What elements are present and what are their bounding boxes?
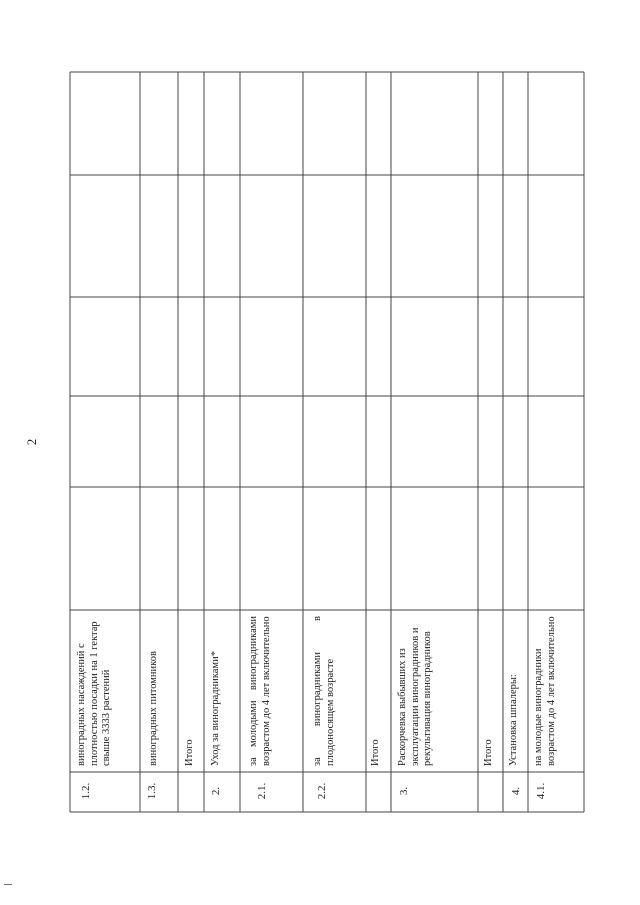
- row-description: Уход за виноградниками*: [210, 651, 221, 766]
- row-description: на молодые виноградники возрастом до 4 лет включительно: [533, 616, 557, 766]
- row-number: 4.1.: [535, 782, 547, 800]
- row-description: Итого: [483, 739, 494, 766]
- row-description: Установка шпалеры:: [508, 674, 519, 766]
- row-number: 3.: [398, 786, 410, 796]
- row-description: Итого: [184, 739, 195, 766]
- scan-mark: [4, 884, 12, 885]
- row-description: виноградных питомников: [148, 651, 159, 766]
- row-number: 2.: [210, 786, 222, 796]
- row-number: 1.3.: [146, 782, 158, 800]
- page-number: 2: [24, 438, 39, 446]
- row-number: 2.2.: [316, 782, 328, 800]
- row-number: 4.: [510, 786, 522, 796]
- row-description: за молодыми виноградниками возрастом до 4 лет включительно: [248, 616, 272, 766]
- row-number: 2.1.: [256, 782, 268, 800]
- row-description: Раскорчевка выбывших из эксплуатации виноградников и рекультивация виноградников: [397, 627, 433, 766]
- row-description: виноградных насаждений с плотностью посадки на 1 гектар свыше 3333 растений: [76, 621, 112, 766]
- row-number: 1.2.: [80, 782, 92, 800]
- row-description: за виноградниками в плодоносящем возрасте: [312, 616, 336, 766]
- row-description: Итого: [370, 739, 381, 766]
